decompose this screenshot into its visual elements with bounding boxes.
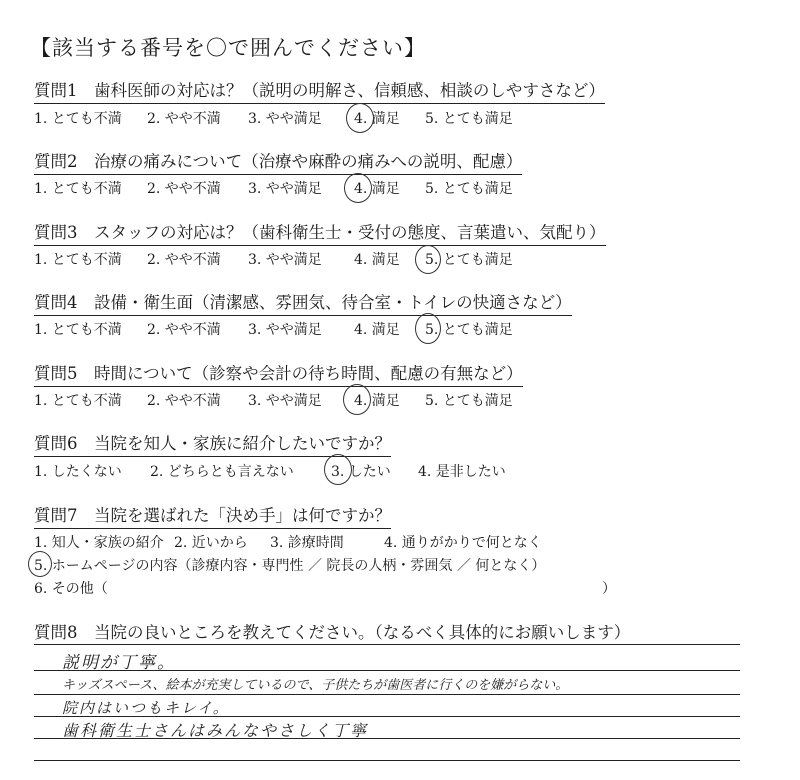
q4-option-3[interactable]: 3. やや満足	[248, 322, 322, 338]
q2-option-5[interactable]: 5. とても満足	[425, 181, 513, 197]
handwritten-answer-line-2: キッズスペース、絵本が充実しているので、子供たちが歯医者に行くのを嫌がらない。	[62, 678, 569, 693]
q6-option-4[interactable]: 4. 是非したい	[418, 464, 506, 480]
q2-option-1[interactable]: 1. とても不満	[34, 181, 122, 197]
question-7-option-5-row	[34, 555, 774, 575]
question-1-label: 質問1 歯科医師の対応は？（説明の明解さ、信頼感、相談のしやすさなど）	[34, 80, 605, 104]
q5-selection-circle	[343, 384, 371, 415]
q6-option-1[interactable]: 1. したくない	[34, 464, 122, 480]
question-8-label: 質問8 当院の良いところを教えてください。（なるべく具体的にお願いします）	[34, 623, 631, 642]
q7-selection-circle	[28, 551, 52, 577]
question-7-option-6-row	[34, 578, 774, 598]
q1-option-2[interactable]: 2. やや不満	[147, 111, 221, 127]
question-1-options	[34, 108, 774, 128]
q6-option-3[interactable]: 3. したい	[331, 464, 391, 480]
q5-option-3[interactable]: 3. やや満足	[248, 393, 322, 409]
q5-option-1[interactable]: 1. とても不満	[34, 393, 122, 409]
q3-option-1[interactable]: 1. とても不満	[34, 252, 122, 268]
q1-option-5[interactable]: 5. とても満足	[425, 111, 513, 127]
answer-line-1	[34, 644, 740, 645]
answer-line-3	[34, 694, 740, 695]
q3-option-2[interactable]: 2. やや不満	[147, 252, 221, 268]
q6-option-2[interactable]: 2. どちらとも言えない	[150, 464, 294, 480]
question-4-options	[34, 319, 774, 339]
question-3-options	[34, 249, 774, 269]
q7-option-1[interactable]: 1. 知人・家族の紹介	[34, 535, 164, 551]
q4-option-2[interactable]: 2. やや不満	[147, 322, 221, 338]
q7-option-2[interactable]: 2. 近いから	[174, 535, 248, 551]
handwritten-answer-line-4: 歯科衛生士さんはみんなやさしく丁寧	[62, 721, 369, 740]
q7-option-6[interactable]: 6. その他（	[34, 581, 108, 597]
q7-option-4[interactable]: 4. 通りがかりで何となく	[384, 535, 542, 551]
handwritten-answer-line-1: 説明が丁寧。	[62, 653, 176, 673]
q6-selection-circle	[324, 454, 352, 485]
q1-selection-circle	[346, 103, 374, 133]
q3-selection-circle	[415, 245, 441, 274]
q3-option-5[interactable]: 5. とても満足	[425, 252, 513, 268]
q2-option-4[interactable]: 4. 満足	[354, 181, 400, 197]
q4-selection-circle	[415, 313, 441, 344]
q5-option-5[interactable]: 5. とても満足	[425, 393, 513, 409]
question-5-label: 質問5 時間について（診察や会計の待ち時間、配慮の有無など）	[34, 363, 523, 387]
answer-line-6	[34, 760, 740, 761]
q7-option-6-close: ）	[602, 581, 616, 597]
q7-option-5[interactable]: 5. ホームページの内容（診療内容・専門性 ／ 院長の人柄・雰囲気 ／ 何となく）	[34, 558, 546, 574]
q3-option-3[interactable]: 3. やや満足	[248, 252, 322, 268]
question-6-options	[34, 461, 774, 481]
q2-selection-circle	[344, 173, 372, 203]
question-6-label: 質問6 当院を知人・家族に紹介したいですか？	[34, 433, 391, 457]
q4-option-4[interactable]: 4. 満足	[354, 322, 400, 338]
q2-option-3[interactable]: 3. やや満足	[248, 181, 322, 197]
question-2-label: 質問2 治療の痛みについて（治療や麻酔の痛みへの説明、配慮）	[34, 151, 522, 175]
question-3-label: 質問3 スタッフの対応は？（歯科衛生士・受付の態度、言葉遣い、気配り）	[34, 222, 606, 246]
question-7-label: 質問7 当院を選ばれた「決め手」は何ですか？	[34, 505, 391, 529]
q5-option-4[interactable]: 4. 満足	[354, 393, 400, 409]
question-4-label: 質問4 設備・衛生面（清潔感、雰囲気、待合室・トイレの快適さなど）	[34, 292, 572, 316]
q1-option-1[interactable]: 1. とても不満	[34, 111, 122, 127]
q7-option-3[interactable]: 3. 診療時間	[270, 535, 344, 551]
q5-option-2[interactable]: 2. やや不満	[147, 393, 221, 409]
page-title: 【該当する番号を〇で囲んでください】	[30, 36, 426, 60]
q4-option-5[interactable]: 5. とても満足	[425, 322, 513, 338]
q1-option-4[interactable]: 4. 満足	[354, 111, 400, 127]
q3-option-4[interactable]: 4. 満足	[354, 252, 400, 268]
question-5-options	[34, 390, 774, 410]
question-7-options	[34, 532, 774, 552]
question-2-options	[34, 178, 774, 198]
handwritten-answer-line-3: 院内はいつもキレイ。	[62, 699, 230, 717]
q1-option-3[interactable]: 3. やや満足	[248, 111, 322, 127]
q2-option-2[interactable]: 2. やや不満	[147, 181, 221, 197]
q4-option-1[interactable]: 1. とても不満	[34, 322, 122, 338]
